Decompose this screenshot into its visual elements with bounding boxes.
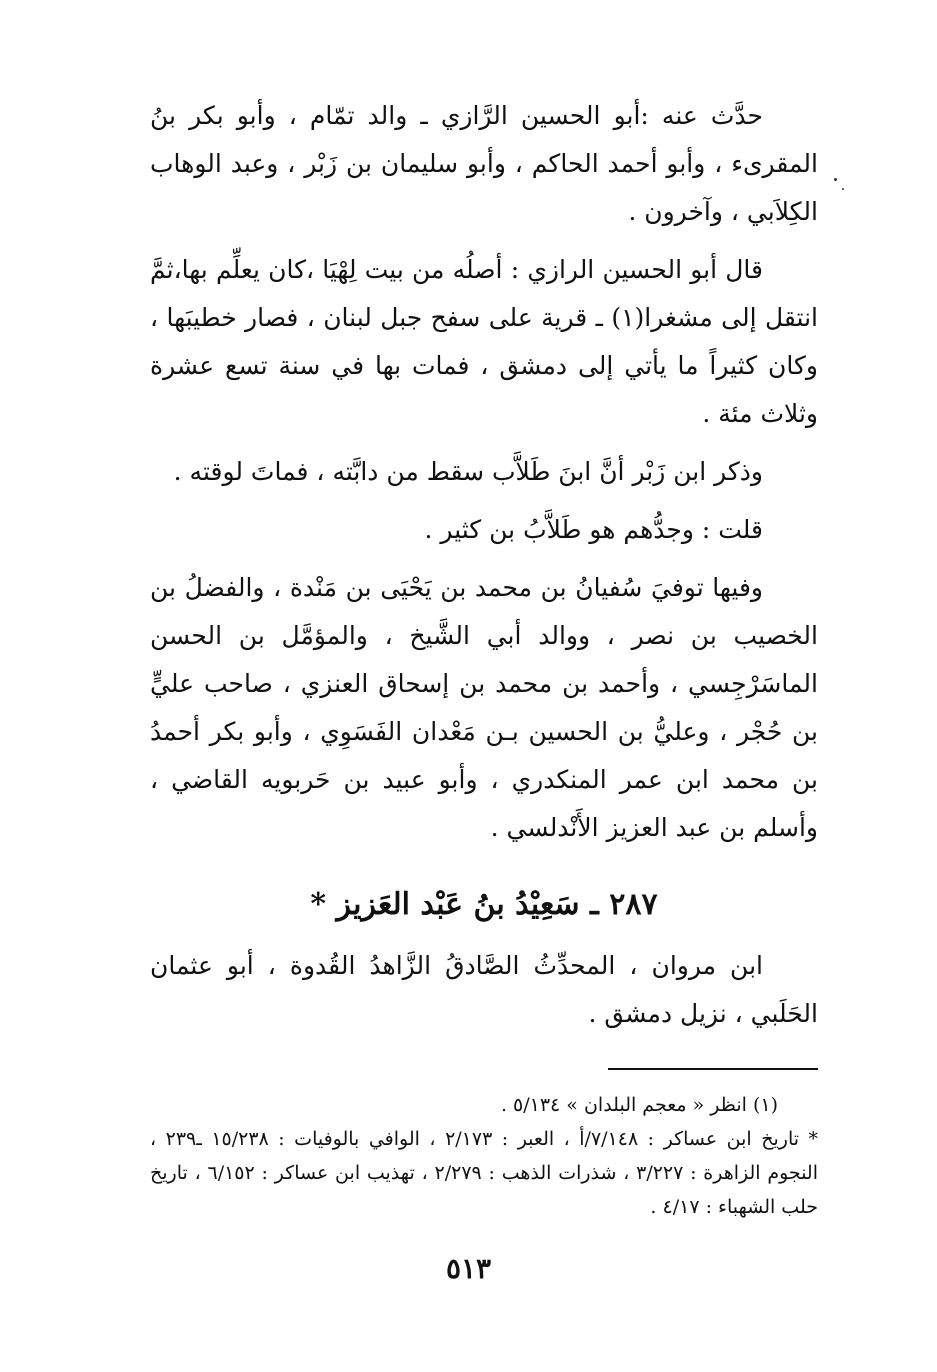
footnote-1-text: (١) انظر « معجم البلدان » ٥/١٣٤ . xyxy=(500,1094,778,1116)
footnote-sources: * تاريخ ابن عساكر : ٧/١٤٨/أ ، العبر : ٢/١٧٣ ، الوافي بالوفيات : ١٥/٢٣٨ ـ٢٣٩ ، النجوم الزاهرة : ٣/٢٢٧ ، شذرات الذهب : ٢/٢٧٩ ، تهذيب ابن عساكر : ٦/١٥٢ ، تاريخ حلب الشهباء : ٤/١٧ . xyxy=(150,1128,819,1218)
paragraph-entry: ابن مروان ، المحدِّثُ الصَّادقُ الزَّاهدُ القُدوة ، أبو عثمان الحَلَبي ، نزيل دمشق . xyxy=(150,951,818,1028)
paragraph-deaths: وفيها توفيَ سُفيانُ بن محمد بن يَحْيَى بن مَنْدة ، والفضلُ بن الخصيب بن نصر ، ووالد أبي الشَّيخ ، والمؤمَّل بن الحسن الماسَرْجِسي ، وأحمد بن محمد بن إسحاق العنزي ، صاحب عليٍّ بن حُجْر ، وعليُّ بن الحسين بـن مَعْدان الفَسَوِي ، وأبو بكر أحمدُ بن محمد ابن عمر المنكدري ، وأبو عبيد بن حَربويه القاضي ، وأسلم بن عبد العزيز الأَنْدلسي . xyxy=(150,573,818,842)
paragraph-razi-quote: قال أبو الحسين الرازي : أصلُه من بيت لِهْيَا ،كان يعلِّم بها،ثمَّ انتقل إلى مشغرا(١) ـ قرية على سفح جبل لبنان ، فصار خطيبَها ، وكان كثيراً ما يأتي إلى دمشق ، فمات بها في سنة تسع عشرة وثلاث مئة . xyxy=(150,255,818,428)
page-number: ٥١٣ xyxy=(445,1252,492,1285)
page-body xyxy=(150,92,818,1342)
paragraph-author-note: قلت : وجدُّهم هو طَلاَّبُ بن كثير . xyxy=(424,515,763,544)
entry-heading: ٢٨٧ ـ سَعِيْدُ بنُ عَبْد العَزيز * xyxy=(310,887,658,922)
footnote-1 xyxy=(150,1088,818,1122)
paragraph-ibn-zabr: وذكر ابن زَبْر أنَّ ابنَ طَلاَّب سقط من دابَّته ، فماتَ لوقته . xyxy=(173,457,763,486)
scan-speck xyxy=(842,188,844,190)
scan-speck xyxy=(834,178,837,181)
paragraph-narrators: حدَّث عنه :أبو الحسين الرَّازي ـ والد تمّام ، وأبو بكر بنُ المقرىء ، وأبو أحمد الحاكم ، وأبو سليمان بن زَبْر ، وعبد الوهاب الكِلاَبي ، وآخرون . xyxy=(150,101,818,226)
footnote-divider xyxy=(608,1068,818,1070)
